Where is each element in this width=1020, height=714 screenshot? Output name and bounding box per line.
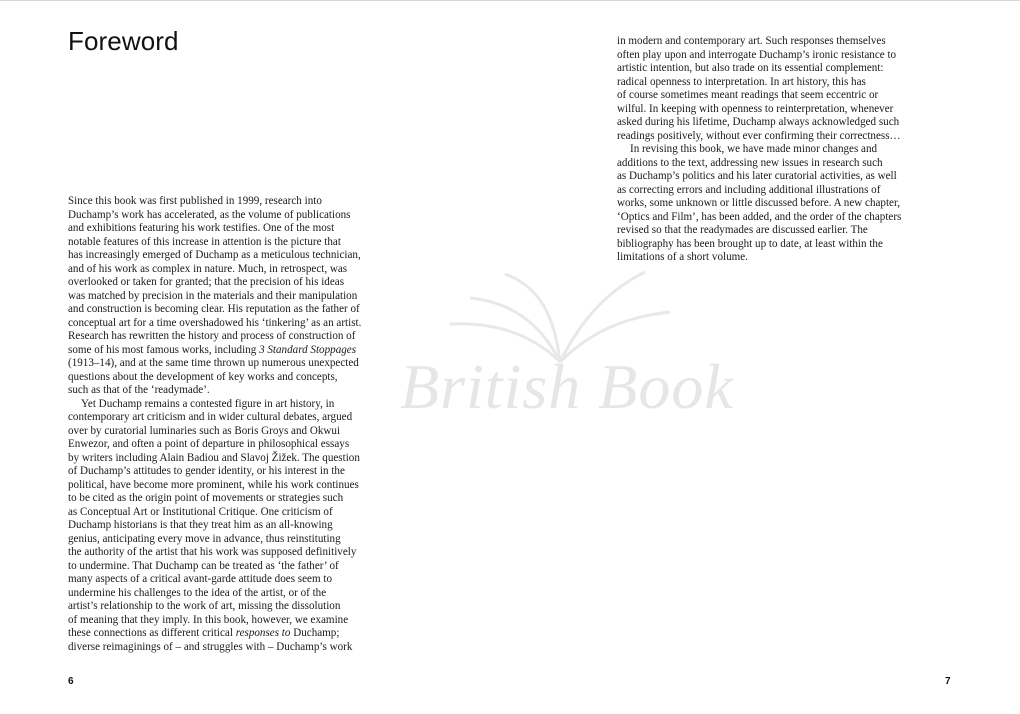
text-line-content: Duchamp’s work has accelerated, as the volume of publications bbox=[68, 208, 351, 221]
text-line bbox=[68, 317, 413, 331]
text-line bbox=[68, 587, 413, 601]
text-line-content: the authority of the artist that his work was supposed definitively bbox=[68, 546, 357, 558]
text-line bbox=[68, 519, 413, 533]
italic-title: 3 Standard Stoppages bbox=[259, 343, 357, 356]
text-line-content: over by curatorial luminaries such as Boris Groys and Okwui bbox=[68, 424, 341, 437]
text-line bbox=[617, 89, 957, 103]
text-line-content: overlooked or taken for granted; that the precision of his ideas bbox=[68, 276, 345, 288]
text-line-content: of course sometimes meant readings that seem eccentric or bbox=[617, 89, 879, 101]
text-line-content: in modern and contemporary art. Such responses themselves bbox=[617, 35, 886, 47]
text-line-content: wilful. In keeping with openness to reinterpretation, whenever bbox=[617, 102, 894, 115]
text-line bbox=[68, 236, 413, 250]
text-line bbox=[617, 224, 957, 238]
text-line-content: these connections as different critical bbox=[68, 627, 236, 639]
text-line bbox=[68, 276, 413, 290]
text-line bbox=[68, 506, 413, 520]
text-line-content: Yet Duchamp remains a contested figure in art history, in bbox=[81, 397, 335, 410]
text-line bbox=[68, 452, 413, 466]
text-line-content: limitations of a short volume. bbox=[617, 251, 748, 263]
text-line bbox=[617, 76, 957, 90]
text-line-content: and exhibitions featuring his work testifies. One of the most bbox=[68, 222, 335, 234]
text-line bbox=[617, 130, 957, 144]
text-line-content: diverse reimaginings of – and struggles with – Duchamp’s work bbox=[68, 640, 353, 653]
text-line bbox=[617, 170, 957, 184]
text-line bbox=[68, 425, 413, 439]
text-line bbox=[68, 411, 413, 425]
text-line-content: additions to the text, addressing new issues in research such bbox=[617, 156, 883, 169]
text-line bbox=[617, 157, 957, 171]
text-line bbox=[617, 35, 957, 49]
text-line bbox=[68, 290, 413, 304]
text-line-content: asked during his lifetime, Duchamp always acknowledged such bbox=[617, 116, 900, 128]
text-line bbox=[68, 330, 413, 344]
text-line-content: of meaning that they imply. In this book, however, we examine bbox=[68, 613, 349, 626]
right-body-text bbox=[617, 35, 957, 265]
text-line bbox=[68, 384, 413, 398]
text-line-content: some of his most famous works, including bbox=[68, 343, 260, 356]
text-line bbox=[68, 465, 413, 479]
page-number-right: 7 bbox=[945, 676, 951, 687]
text-line-continuation: Duchamp; bbox=[290, 627, 340, 639]
text-line-content: such as that of the ‘readymade’. bbox=[68, 384, 210, 396]
text-line bbox=[68, 195, 413, 209]
text-line-content: undermine his challenges to the idea of the artist, or of the bbox=[68, 586, 327, 599]
text-line-content: as correcting errors and including additional illustrations of bbox=[617, 183, 881, 196]
text-line-content: bibliography has been brought up to date, at least within the bbox=[617, 237, 883, 250]
text-line-content: Since this book was first published in 1999, research into bbox=[68, 195, 322, 207]
text-line-content: many aspects of a critical avant-garde attitude does seem to bbox=[68, 573, 332, 585]
text-line-content: readings positively, without ever confirming their correctness… bbox=[617, 129, 901, 142]
text-line bbox=[617, 116, 957, 130]
text-line bbox=[68, 357, 413, 371]
text-line-content: has increasingly emerged of Duchamp as a meticulous technician, bbox=[68, 249, 361, 261]
text-line bbox=[617, 49, 957, 63]
text-line-content: and construction is becoming clear. His reputation as the father of bbox=[68, 303, 360, 315]
text-line-content: artistic intention, but also trade on its essential complement: bbox=[617, 62, 884, 74]
text-line-content: Research has rewritten the history and process of construction of bbox=[68, 330, 356, 342]
text-line bbox=[68, 249, 413, 263]
text-line bbox=[617, 143, 957, 157]
text-line-content: of Duchamp’s attitudes to gender identity, or his interest in the bbox=[68, 465, 345, 477]
text-line bbox=[68, 573, 413, 587]
text-line bbox=[68, 438, 413, 452]
watermark-text: British Book bbox=[400, 351, 734, 422]
text-line-content: artist’s relationship to the work of art, missing the dissolution bbox=[68, 600, 341, 612]
text-line bbox=[68, 492, 413, 506]
text-line-content: genius, anticipating every move in advance, thus reinstituting bbox=[68, 532, 341, 545]
text-line bbox=[68, 263, 413, 277]
text-line bbox=[617, 184, 957, 198]
text-line bbox=[68, 209, 413, 223]
text-line bbox=[68, 627, 413, 641]
page-title: Foreword bbox=[68, 26, 179, 56]
text-line-content: was matched by precision in the materials and their manipulation bbox=[68, 289, 358, 302]
text-line bbox=[68, 560, 413, 574]
text-line-content: questions about the development of key works and concepts, bbox=[68, 370, 338, 383]
text-line-content: to be cited as the origin point of movements or strategies such bbox=[68, 492, 344, 504]
text-line bbox=[68, 398, 413, 412]
text-line bbox=[617, 238, 957, 252]
text-line-content: by writers including Alain Badiou and Slavoj Žižek. The question bbox=[68, 451, 360, 464]
text-line bbox=[617, 197, 957, 211]
text-line bbox=[68, 303, 413, 317]
text-line bbox=[68, 222, 413, 236]
text-line-content: Duchamp historians is that they treat him as an all-knowing bbox=[68, 519, 333, 531]
text-line-content: Enwezor, and often a point of departure in philosophical essays bbox=[68, 438, 350, 450]
page-number-left: 6 bbox=[68, 676, 74, 687]
text-line-content: works, some unknown or little discussed before. A new chapter, bbox=[617, 197, 901, 209]
text-line bbox=[617, 103, 957, 117]
text-line-content: notable features of this increase in attention is the picture that bbox=[68, 235, 341, 248]
text-line bbox=[617, 211, 957, 225]
text-line bbox=[68, 600, 413, 614]
text-line-content: contemporary art criticism and in wider cultural debates, argued bbox=[68, 411, 353, 423]
text-line bbox=[68, 533, 413, 547]
text-line-content: radical openness to interpretation. In art history, this has bbox=[617, 75, 866, 88]
text-line-content: political, have become more prominent, while his work continues bbox=[68, 478, 359, 491]
italic-title: responses to bbox=[235, 627, 291, 639]
text-line bbox=[68, 641, 413, 655]
text-line-content: and of his work as complex in nature. Much, in retrospect, was bbox=[68, 262, 348, 275]
text-line bbox=[68, 371, 413, 385]
text-line-content: often play upon and interrogate Duchamp’s ironic resistance to bbox=[617, 48, 897, 61]
text-line bbox=[617, 62, 957, 76]
text-line bbox=[68, 479, 413, 493]
text-line-content: (1913–14), and at the same time thrown up numerous unexpected bbox=[68, 357, 359, 369]
text-line-content: conceptual art for a time overshadowed his ‘tinkering’ as an artist. bbox=[68, 316, 362, 329]
text-line-content: In revising this book, we have made minor changes and bbox=[630, 143, 878, 155]
text-line bbox=[68, 546, 413, 560]
text-line-content: as Duchamp’s politics and his later curatorial activities, as well bbox=[617, 170, 897, 182]
left-body-text bbox=[68, 195, 413, 654]
text-line bbox=[68, 344, 413, 358]
text-line-content: ‘Optics and Film’, has been added, and the order of the chapters bbox=[617, 210, 902, 223]
text-line bbox=[68, 614, 413, 628]
text-line-content: as Conceptual Art or Institutional Critique. One criticism of bbox=[68, 505, 333, 518]
text-line-content: to undermine. That Duchamp can be treated as ‘the father’ of bbox=[68, 559, 339, 572]
text-line bbox=[617, 251, 957, 265]
text-line-content: revised so that the readymades are discussed earlier. The bbox=[617, 224, 868, 236]
